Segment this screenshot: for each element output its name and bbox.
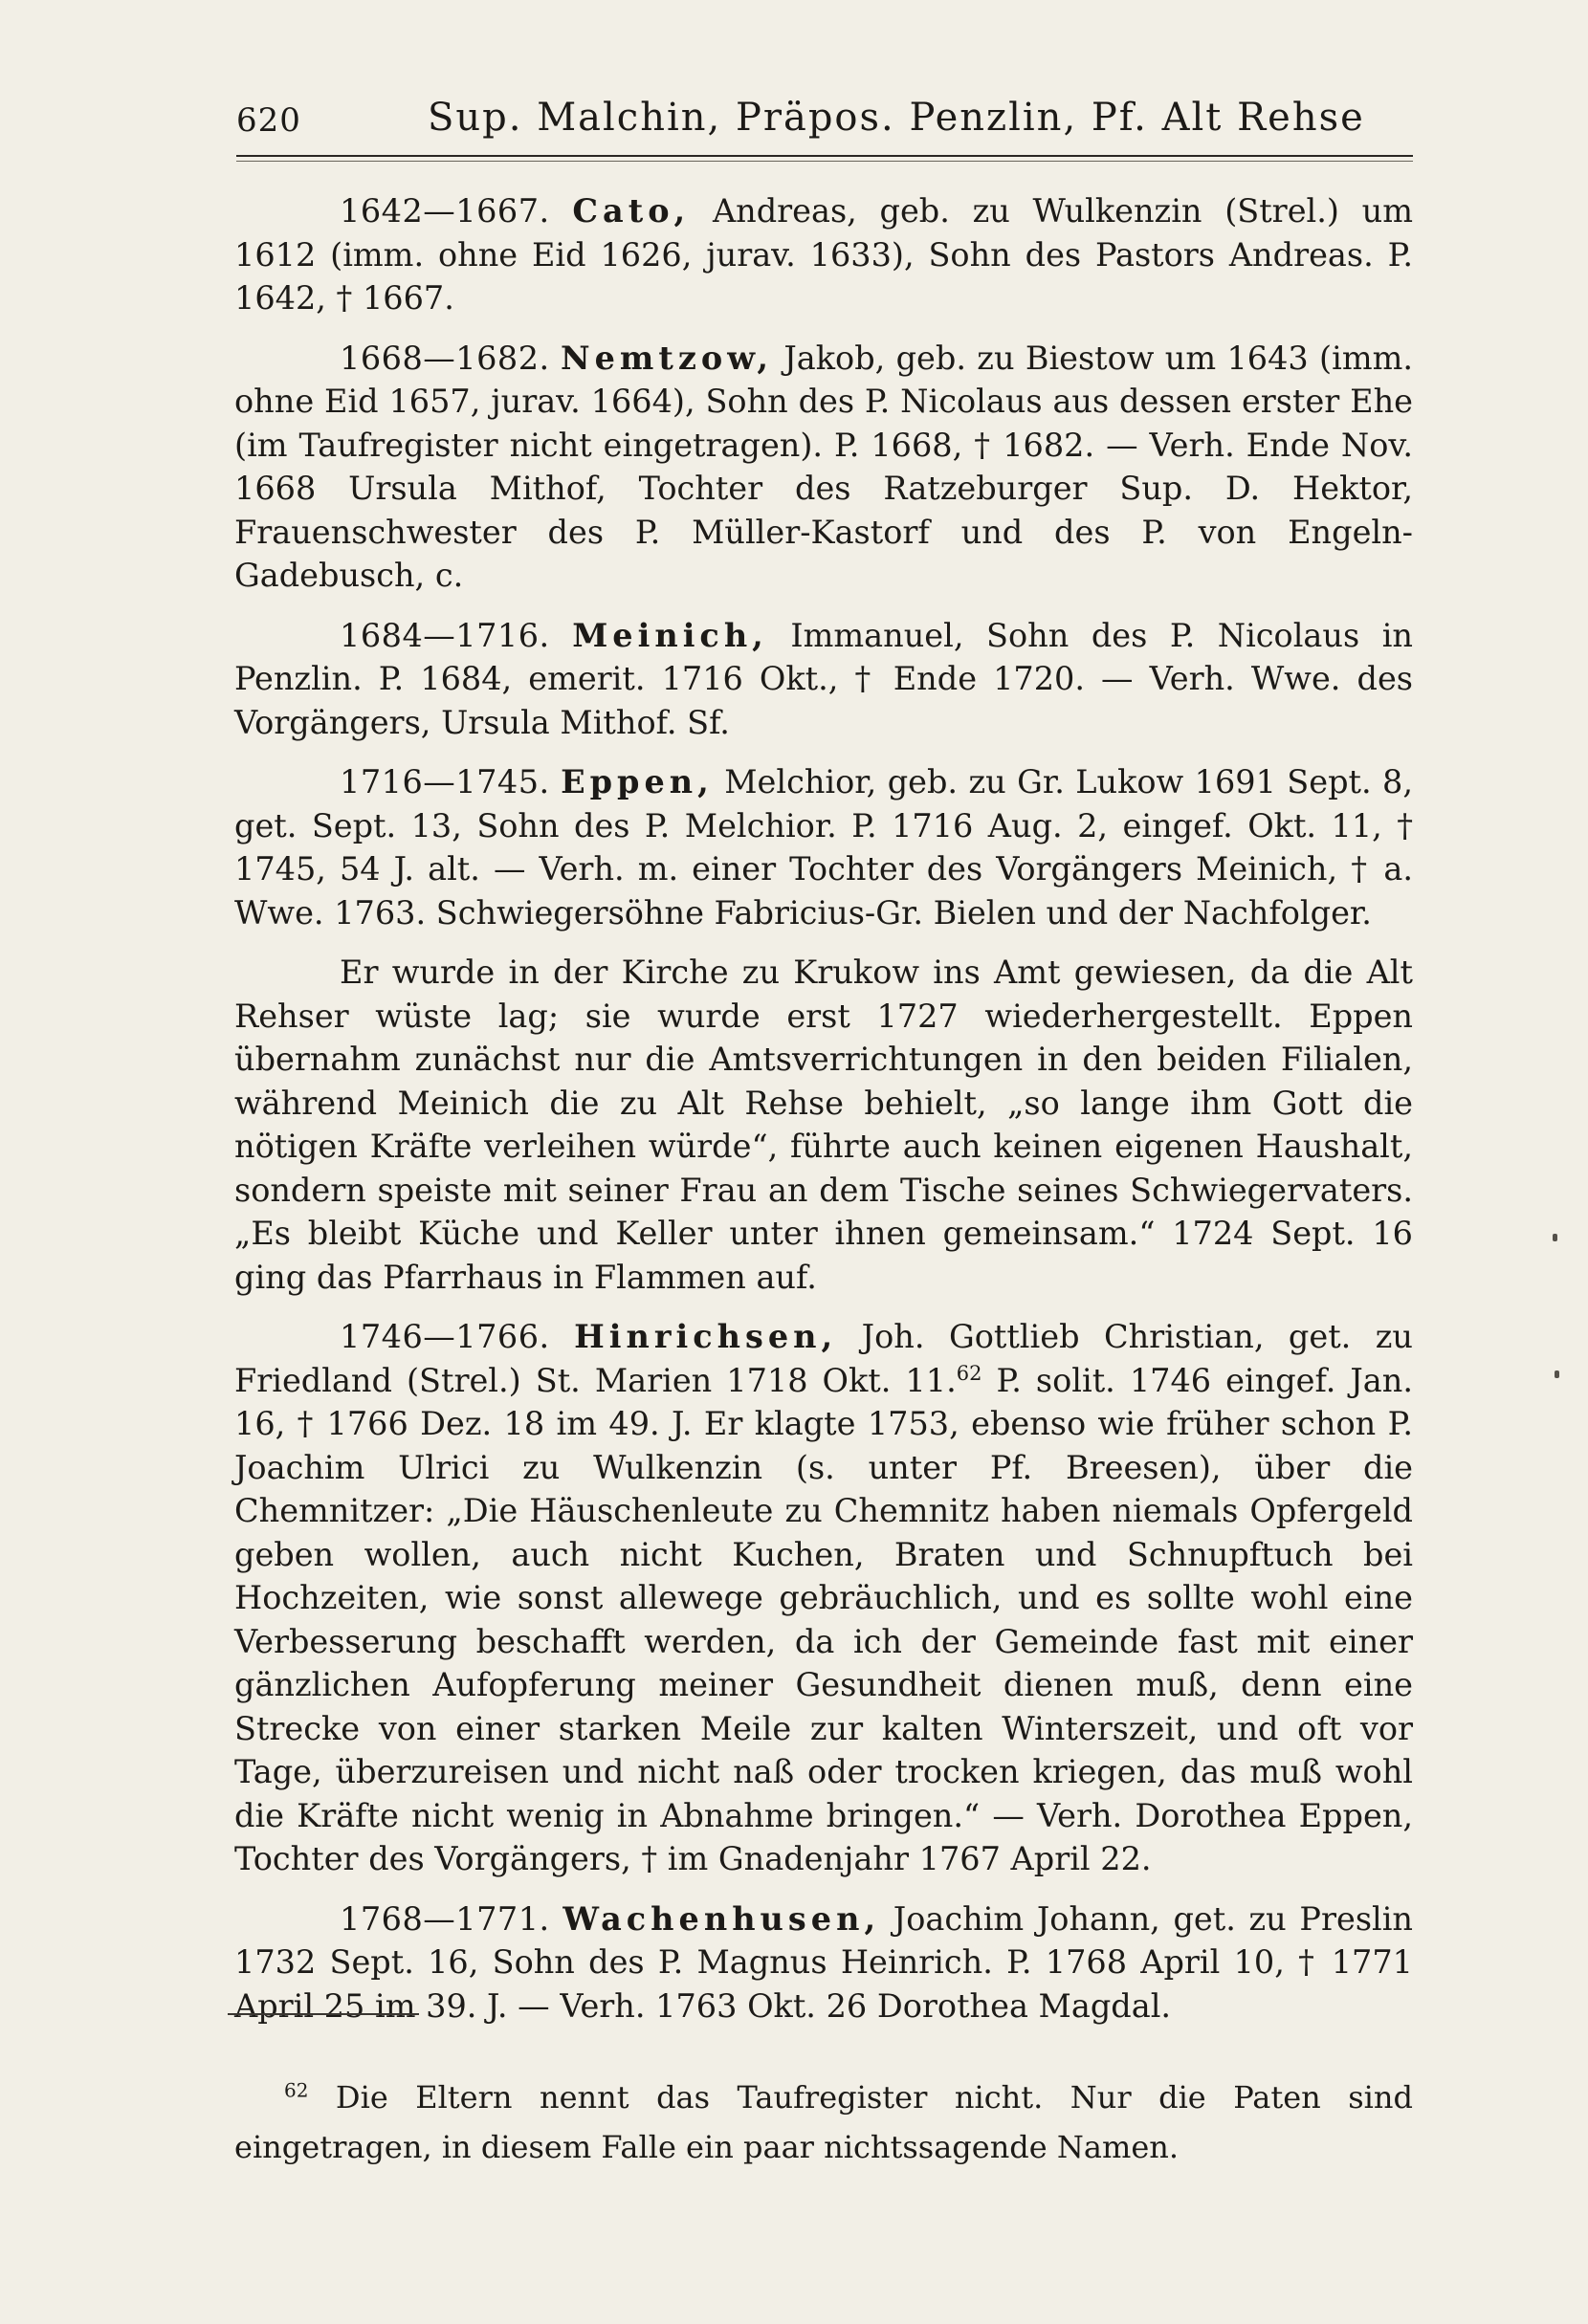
- entry-text: Melchior, geb. zu Gr. Lukow 1691 Sept. 8, get. Sept. 13, Sohn des P. Melchior. P. 1716 Aug. 2, eingef. Okt. 11, † 1745, 54 J. alt. — Verh. m. einer Tochter des Vorgängers Meinich, † a. Wwe. 1763. Schwiegersöhne Fabricius-Gr. Bielen und der Nachfolger.: [234, 763, 1413, 932]
- entry-name: Hinrichsen,: [574, 1318, 838, 1355]
- entry-years: 1746—1766.: [340, 1318, 550, 1355]
- entry-years: 1668—1682.: [340, 339, 550, 377]
- paper-speck: [1553, 1234, 1557, 1241]
- entry-text-continued: P. solit. 1746 eingef. Jan. 16, † 1766 Dez. 18 im 49. J. Er klagte 1753, ebenso wie früher schon P. Joachim Ulrici zu Wulkenzin (s. unter Pf. Breesen), über die Chemnitzer: „Die Häuschenleute zu Chemnitz haben niemals Opfergeld geben wollen, auch nicht Kuchen, Braten und Schnupftuch bei Hochzeiten, wie sonst allewege gebräuchlich, und es sollte wohl eine Verbesserung beschafft werden, da ich der Gemeinde fast mit einer gänzlichen Aufopferung meiner Gesundheit dienen muß, denn eine Strecke von einer starken Meile zur kalten Winterszeit, und oft vor Tage, überzureisen und nicht naß oder trocken kriegen, das muß wohl die Kräfte nicht wenig in Abnahme bringen.“ — Verh. Dorothea Eppen, Tochter des Vorgängers, † im Gnadenjahr 1767 April 22.: [234, 1361, 1413, 1877]
- running-head: Sup. Malchin, Präpos. Penzlin, Pf. Alt Rehse: [428, 96, 1365, 140]
- page-header: [236, 96, 1413, 153]
- footnote: [234, 2072, 1413, 2172]
- entry-wachenhusen: [234, 1897, 1413, 2028]
- entry-name: Nemtzow,: [561, 339, 773, 377]
- entry-meinich: [234, 614, 1413, 745]
- entry-name: Eppen,: [561, 763, 714, 800]
- header-rule: [236, 155, 1413, 157]
- entry-nemtzow: [234, 337, 1413, 598]
- entry-years: 1684—1716.: [340, 616, 550, 654]
- footnote-reference[interactable]: 62: [956, 1361, 982, 1385]
- page-number: 620: [236, 101, 301, 140]
- entry-cato: [234, 189, 1413, 320]
- entry-years: 1716—1745.: [340, 763, 550, 800]
- entry-text: Immanuel, Sohn des P. Nicolaus in Penzlin. P. 1684, emerit. 1716 Okt., † Ende 1720. — Verh. Wwe. des Vorgängers, Ursula Mithof. Sf.: [234, 616, 1413, 741]
- paper-speck: [1555, 1370, 1559, 1378]
- entry-years: 1642—1667.: [340, 192, 550, 230]
- footnote-rule: [228, 2013, 419, 2015]
- header-rule-thin: [236, 161, 1413, 162]
- body-text: [234, 189, 1413, 2044]
- entry-name: Meinich,: [572, 616, 768, 654]
- footnote-text: Die Eltern nennt das Taufregister nicht. Nur die Paten sind eingetragen, in diesem Falle ein paar nichtssagende Namen.: [234, 2079, 1414, 2165]
- entry-name: Wachenhusen,: [562, 1899, 881, 1938]
- entry-text: Jakob, geb. zu Biestow um 1643 (imm. ohne Eid 1657, jurav. 1664), Sohn des P. Nicolaus aus dessen erster Ehe (im Taufregister nicht eingetragen). P. 1668, † 1682. — Verh. Ende Nov. 1668 Ursula Mithof, Tochter des Ratzeburger Sup. D. Hektor, Frauenschwester des P. Müller-Kastorf und des P. von Engeln-Gadebusch, c.: [234, 339, 1413, 594]
- entry-eppen: [234, 760, 1413, 934]
- entry-years: 1768—1771.: [340, 1899, 550, 1938]
- entry-hinrichsen: [234, 1315, 1413, 1881]
- entry-text: Andreas, geb. zu Wulkenzin (Strel.) um 1612 (imm. ohne Eid 1626, jurav. 1633), Sohn des Pastors Andreas. P. 1642, † 1667.: [234, 192, 1413, 317]
- footnote-mark: 62: [284, 2078, 309, 2102]
- paragraph-eppen-narrative: Er wurde in der Kirche zu Krukow ins Amt gewiesen, da die Alt Rehser wüste lag; sie wurde erst 1727 wiederhergestellt. Eppen übernahm zunächst nur die Amtsverrichtungen in den beiden Filialen, während Meinich die zu Alt Rehse behielt, „so lange ihm Gott die nötigen Kräfte verleihen würde“, führte auch keinen eigenen Haushalt, sondern speiste mit seiner Frau an dem Tische seines Schwiegervaters. „Es bleibt Küche und Keller unter ihnen gemeinsam.“ 1724 Sept. 16 ging das Pfarrhaus in Flammen auf.: [234, 954, 1413, 1296]
- entry-text: Joh. Gottlieb Christian, get. zu Friedland (Strel.) St. Marien 1718 Okt. 11.: [234, 1318, 1413, 1399]
- entry-name: Cato,: [572, 192, 691, 230]
- entry-text: Joachim Johann, get. zu Preslin 1732 Sept. 16, Sohn des P. Magnus Heinrich. P. 1768 April 10, † 1771 April 25 im 39. J. — Verh. 1763 Okt. 26 Dorothea Magdal.: [234, 1899, 1414, 2025]
